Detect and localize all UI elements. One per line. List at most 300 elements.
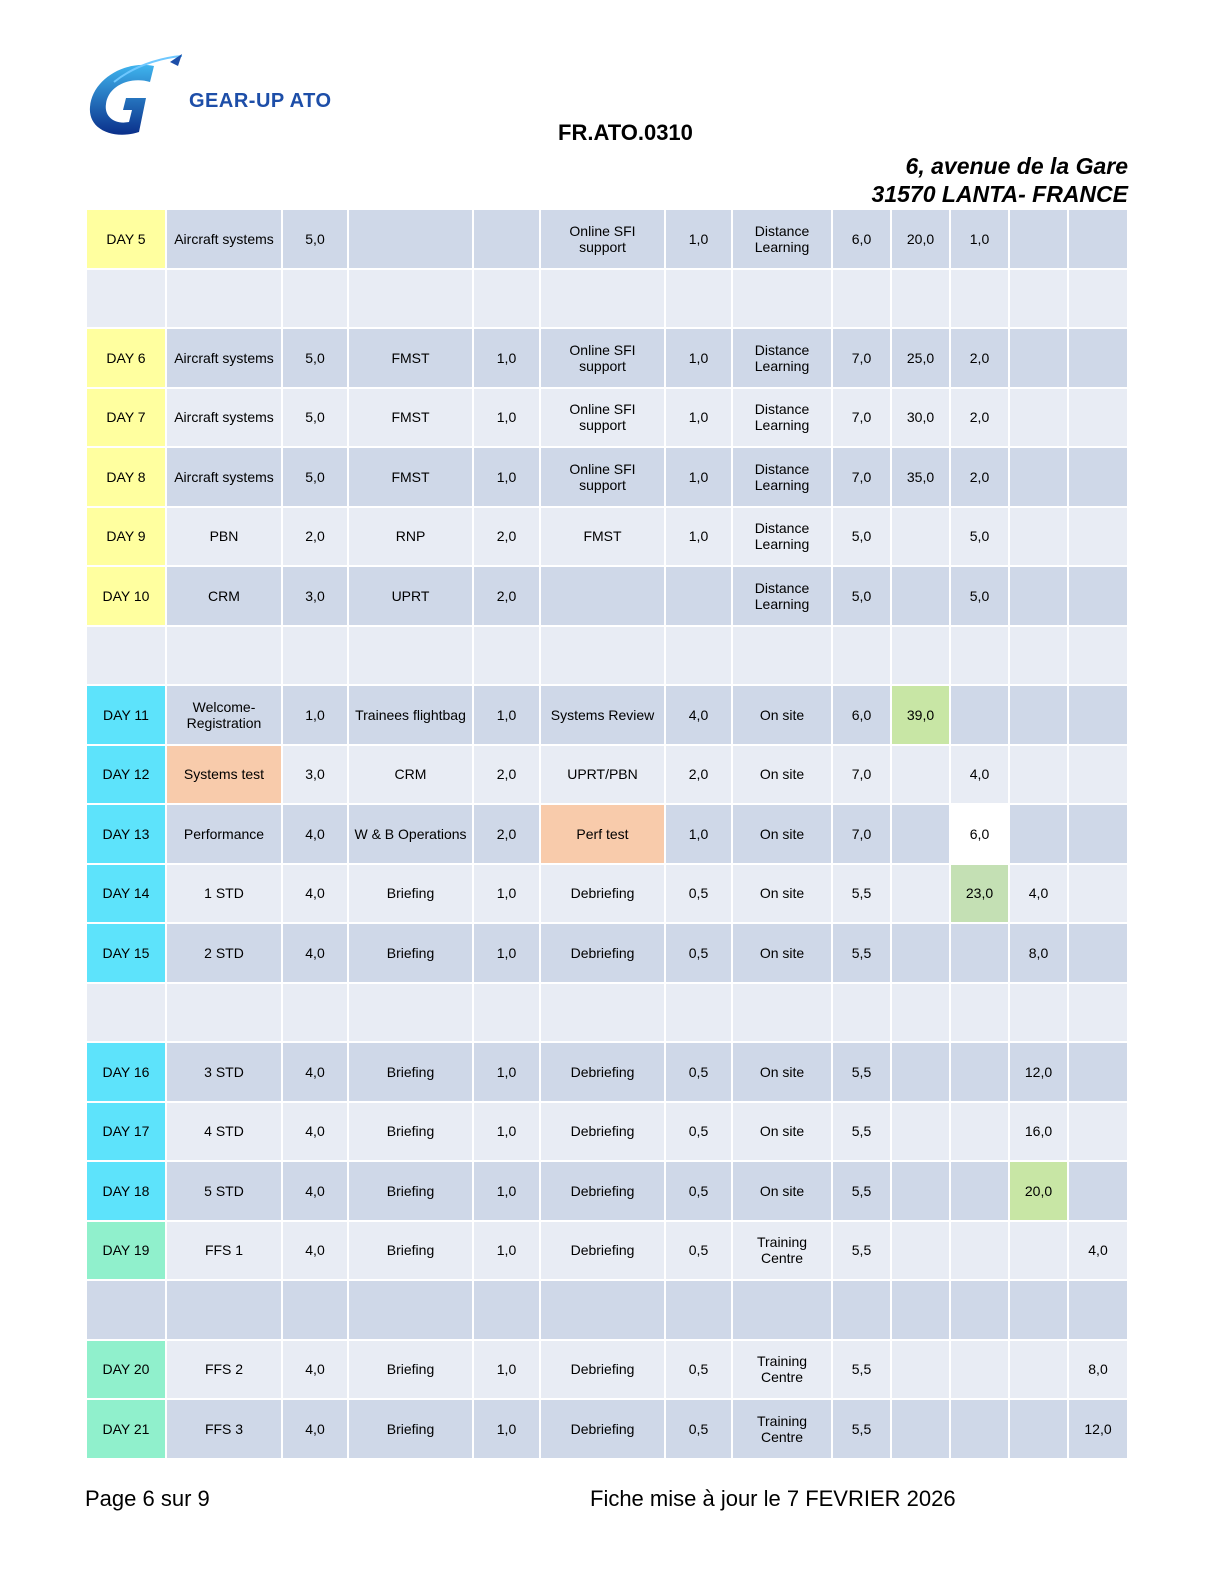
table-cell: UPRT/PBN bbox=[540, 745, 665, 805]
table-cell: 4,0 bbox=[282, 1221, 348, 1281]
table-cell: 4,0 bbox=[665, 685, 732, 745]
table-cell: Online SFI support bbox=[540, 388, 665, 448]
table-cell bbox=[540, 626, 665, 686]
table-cell: 2,0 bbox=[950, 447, 1009, 507]
table-cell: On site bbox=[732, 1102, 832, 1162]
table-cell bbox=[950, 1102, 1009, 1162]
table-cell: On site bbox=[732, 745, 832, 805]
table-cell bbox=[732, 626, 832, 686]
address-line-1: 6, avenue de la Gare bbox=[905, 153, 1128, 179]
table-cell: 5,5 bbox=[832, 1221, 891, 1281]
day-cell: DAY 5 bbox=[86, 209, 166, 269]
table-cell bbox=[473, 626, 540, 686]
table-cell: 4,0 bbox=[282, 1161, 348, 1221]
table-cell: On site bbox=[732, 864, 832, 924]
table-cell: 6,0 bbox=[832, 209, 891, 269]
gear-up-logo-icon bbox=[84, 52, 194, 142]
table-cell: 5,0 bbox=[282, 447, 348, 507]
table-cell: 2,0 bbox=[950, 388, 1009, 448]
table-cell bbox=[1068, 1102, 1128, 1162]
table-row bbox=[86, 1221, 1128, 1281]
table-cell: Systems Review bbox=[540, 685, 665, 745]
table-row bbox=[86, 1042, 1128, 1102]
table-cell: 35,0 bbox=[891, 447, 950, 507]
table-cell: 0,5 bbox=[665, 1399, 732, 1459]
table-row bbox=[86, 566, 1128, 626]
table-cell bbox=[891, 864, 950, 924]
table-cell: 1,0 bbox=[665, 804, 732, 864]
table-row bbox=[86, 864, 1128, 924]
table-cell: 1,0 bbox=[473, 388, 540, 448]
table-cell: 0,5 bbox=[665, 1102, 732, 1162]
day-cell: DAY 14 bbox=[86, 864, 166, 924]
table-cell: 0,5 bbox=[665, 1340, 732, 1400]
table-cell: 12,0 bbox=[1068, 1399, 1128, 1459]
table-cell bbox=[891, 1399, 950, 1459]
table-cell: Debriefing bbox=[540, 1042, 665, 1102]
table-cell: 7,0 bbox=[832, 447, 891, 507]
table-cell bbox=[1009, 1340, 1068, 1400]
table-cell bbox=[1068, 1161, 1128, 1221]
table-row bbox=[86, 328, 1128, 388]
table-cell: 4,0 bbox=[282, 1340, 348, 1400]
table-cell: 2,0 bbox=[473, 804, 540, 864]
table-cell bbox=[1009, 626, 1068, 686]
table-cell: On site bbox=[732, 1042, 832, 1102]
table-cell: 5,0 bbox=[282, 209, 348, 269]
table-cell: On site bbox=[732, 685, 832, 745]
table-cell: Online SFI support bbox=[540, 447, 665, 507]
day-cell bbox=[86, 1280, 166, 1340]
table-cell: Briefing bbox=[348, 864, 473, 924]
table-cell bbox=[1068, 923, 1128, 983]
day-cell: DAY 17 bbox=[86, 1102, 166, 1162]
table-cell bbox=[832, 626, 891, 686]
table-cell: Briefing bbox=[348, 923, 473, 983]
table-cell bbox=[166, 983, 282, 1043]
table-row bbox=[86, 447, 1128, 507]
table-cell: Training Centre bbox=[732, 1399, 832, 1459]
table-cell: 1,0 bbox=[473, 1042, 540, 1102]
table-cell bbox=[665, 269, 732, 329]
table-cell: 2,0 bbox=[473, 745, 540, 805]
table-cell: 0,5 bbox=[665, 1221, 732, 1281]
table-cell: FMST bbox=[348, 447, 473, 507]
update-date: Fiche mise à jour le 7 FEVRIER 2026 bbox=[590, 1486, 956, 1511]
day-cell: DAY 10 bbox=[86, 566, 166, 626]
table-cell bbox=[1009, 328, 1068, 388]
table-cell bbox=[166, 269, 282, 329]
table-cell: Debriefing bbox=[540, 923, 665, 983]
table-cell bbox=[282, 269, 348, 329]
table-cell bbox=[1068, 447, 1128, 507]
table-cell: 0,5 bbox=[665, 1161, 732, 1221]
day-cell: DAY 8 bbox=[86, 447, 166, 507]
table-cell: 6,0 bbox=[950, 804, 1009, 864]
table-cell bbox=[1068, 745, 1128, 805]
table-cell: 7,0 bbox=[832, 388, 891, 448]
table-cell: 8,0 bbox=[1009, 923, 1068, 983]
table-cell: 4,0 bbox=[1068, 1221, 1128, 1281]
table-cell: FMST bbox=[348, 388, 473, 448]
table-cell: 4,0 bbox=[282, 1102, 348, 1162]
table-cell: Aircraft systems bbox=[166, 447, 282, 507]
table-cell: Systems test bbox=[166, 745, 282, 805]
table-cell bbox=[1009, 1399, 1068, 1459]
table-cell bbox=[950, 1399, 1009, 1459]
table-cell bbox=[832, 269, 891, 329]
table-cell bbox=[891, 269, 950, 329]
table-cell: 7,0 bbox=[832, 745, 891, 805]
day-cell bbox=[86, 983, 166, 1043]
table-cell bbox=[282, 626, 348, 686]
table-cell: 6,0 bbox=[832, 685, 891, 745]
table-cell: 5,5 bbox=[832, 864, 891, 924]
table-cell bbox=[1068, 566, 1128, 626]
table-cell: 1,0 bbox=[665, 388, 732, 448]
table-cell bbox=[891, 1161, 950, 1221]
table-cell bbox=[1068, 626, 1128, 686]
table-cell bbox=[1009, 209, 1068, 269]
table-cell: On site bbox=[732, 804, 832, 864]
table-cell bbox=[1068, 983, 1128, 1043]
table-cell: 0,5 bbox=[665, 1042, 732, 1102]
table-cell: 1 STD bbox=[166, 864, 282, 924]
table-cell: Debriefing bbox=[540, 864, 665, 924]
table-cell: Distance Learning bbox=[732, 507, 832, 567]
table-cell: 2 STD bbox=[166, 923, 282, 983]
table-row bbox=[86, 1399, 1128, 1459]
table-cell bbox=[1068, 269, 1128, 329]
address-line-2: 31570 LANTA- FRANCE bbox=[871, 181, 1128, 207]
table-cell bbox=[950, 1280, 1009, 1340]
table-cell: 1,0 bbox=[473, 328, 540, 388]
table-cell: 5,0 bbox=[950, 566, 1009, 626]
table-cell: 4,0 bbox=[950, 745, 1009, 805]
table-row bbox=[86, 209, 1128, 269]
table-cell: 7,0 bbox=[832, 804, 891, 864]
day-cell: DAY 20 bbox=[86, 1340, 166, 1400]
table-cell: 1,0 bbox=[473, 1340, 540, 1400]
table-cell bbox=[473, 209, 540, 269]
table-row bbox=[86, 923, 1128, 983]
table-cell bbox=[891, 804, 950, 864]
day-cell: DAY 7 bbox=[86, 388, 166, 448]
table-cell: 1,0 bbox=[665, 447, 732, 507]
table-cell bbox=[540, 983, 665, 1043]
table-cell bbox=[1068, 328, 1128, 388]
table-cell: 3 STD bbox=[166, 1042, 282, 1102]
table-cell bbox=[540, 269, 665, 329]
table-cell: 1,0 bbox=[665, 507, 732, 567]
table-cell bbox=[950, 1161, 1009, 1221]
table-cell bbox=[950, 1042, 1009, 1102]
table-cell: FMST bbox=[348, 328, 473, 388]
table-cell bbox=[1009, 507, 1068, 567]
table-cell: FFS 2 bbox=[166, 1340, 282, 1400]
table-cell bbox=[891, 507, 950, 567]
table-cell: 2,0 bbox=[950, 328, 1009, 388]
table-cell bbox=[950, 626, 1009, 686]
table-cell bbox=[348, 209, 473, 269]
table-row bbox=[86, 1340, 1128, 1400]
table-cell: FMST bbox=[540, 507, 665, 567]
table-cell bbox=[540, 566, 665, 626]
day-cell: DAY 12 bbox=[86, 745, 166, 805]
table-cell: Debriefing bbox=[540, 1221, 665, 1281]
table-cell: Distance Learning bbox=[732, 328, 832, 388]
table-cell: 0,5 bbox=[665, 923, 732, 983]
table-cell bbox=[1068, 209, 1128, 269]
table-cell bbox=[950, 1221, 1009, 1281]
table-cell: Distance Learning bbox=[732, 209, 832, 269]
table-cell: 1,0 bbox=[473, 1221, 540, 1281]
table-cell: 5,5 bbox=[832, 1340, 891, 1400]
table-cell: 3,0 bbox=[282, 745, 348, 805]
table-cell bbox=[950, 983, 1009, 1043]
table-cell: 30,0 bbox=[891, 388, 950, 448]
table-row bbox=[86, 388, 1128, 448]
page-number: Page 6 sur 9 bbox=[85, 1486, 210, 1511]
table-cell bbox=[1068, 685, 1128, 745]
table-cell bbox=[540, 1280, 665, 1340]
table-cell: CRM bbox=[166, 566, 282, 626]
day-cell: DAY 21 bbox=[86, 1399, 166, 1459]
day-cell: DAY 9 bbox=[86, 507, 166, 567]
table-cell bbox=[282, 1280, 348, 1340]
table-cell bbox=[665, 1280, 732, 1340]
table-cell bbox=[891, 1102, 950, 1162]
logo-text: GEAR-UP ATO bbox=[189, 90, 332, 112]
table-cell: Debriefing bbox=[540, 1340, 665, 1400]
table-cell bbox=[732, 983, 832, 1043]
table-cell bbox=[891, 1280, 950, 1340]
table-cell: 4 STD bbox=[166, 1102, 282, 1162]
day-cell: DAY 15 bbox=[86, 923, 166, 983]
table-cell bbox=[891, 1042, 950, 1102]
table-cell bbox=[891, 1340, 950, 1400]
table-cell: Briefing bbox=[348, 1221, 473, 1281]
table-cell: 2,0 bbox=[473, 566, 540, 626]
table-cell: On site bbox=[732, 1161, 832, 1221]
table-cell: Briefing bbox=[348, 1399, 473, 1459]
table-cell: Debriefing bbox=[540, 1102, 665, 1162]
table-cell: Briefing bbox=[348, 1161, 473, 1221]
table-cell: Distance Learning bbox=[732, 566, 832, 626]
table-cell: 8,0 bbox=[1068, 1340, 1128, 1400]
table-cell: 25,0 bbox=[891, 328, 950, 388]
table-cell bbox=[1068, 507, 1128, 567]
table-cell bbox=[1068, 1042, 1128, 1102]
table-cell: 4,0 bbox=[282, 1042, 348, 1102]
day-cell: DAY 13 bbox=[86, 804, 166, 864]
table-cell bbox=[1009, 447, 1068, 507]
table-cell bbox=[473, 1280, 540, 1340]
table-cell: 5,0 bbox=[832, 566, 891, 626]
day-cell: DAY 11 bbox=[86, 685, 166, 745]
table-cell: W & B Operations bbox=[348, 804, 473, 864]
table-cell: 5,0 bbox=[282, 328, 348, 388]
table-cell bbox=[348, 269, 473, 329]
table-spacer-row bbox=[86, 626, 1128, 686]
table-row bbox=[86, 804, 1128, 864]
table-cell: 12,0 bbox=[1009, 1042, 1068, 1102]
table-cell: 1,0 bbox=[473, 685, 540, 745]
table-cell: 2,0 bbox=[282, 507, 348, 567]
table-cell bbox=[1009, 804, 1068, 864]
table-cell: Aircraft systems bbox=[166, 388, 282, 448]
table-cell bbox=[166, 1280, 282, 1340]
table-cell: 5,0 bbox=[832, 507, 891, 567]
table-cell bbox=[950, 685, 1009, 745]
table-cell: 16,0 bbox=[1009, 1102, 1068, 1162]
day-cell: DAY 19 bbox=[86, 1221, 166, 1281]
table-cell: On site bbox=[732, 923, 832, 983]
table-spacer-row bbox=[86, 1280, 1128, 1340]
table-cell: 1,0 bbox=[473, 447, 540, 507]
table-cell bbox=[1009, 1221, 1068, 1281]
table-cell bbox=[348, 983, 473, 1043]
table-cell: 0,5 bbox=[665, 864, 732, 924]
table-cell bbox=[1009, 745, 1068, 805]
table-cell bbox=[665, 626, 732, 686]
table-row bbox=[86, 685, 1128, 745]
day-cell: DAY 6 bbox=[86, 328, 166, 388]
table-cell: Briefing bbox=[348, 1042, 473, 1102]
table-cell: 5,5 bbox=[832, 923, 891, 983]
table-cell: CRM bbox=[348, 745, 473, 805]
table-cell: Debriefing bbox=[540, 1161, 665, 1221]
table-cell: Performance bbox=[166, 804, 282, 864]
table-cell: 4,0 bbox=[282, 923, 348, 983]
table-cell bbox=[473, 269, 540, 329]
table-cell: 1,0 bbox=[950, 209, 1009, 269]
table-cell bbox=[1068, 804, 1128, 864]
schedule-table bbox=[85, 208, 1129, 1460]
table-cell: Aircraft systems bbox=[166, 328, 282, 388]
table-cell: Briefing bbox=[348, 1102, 473, 1162]
table-cell: 1,0 bbox=[665, 328, 732, 388]
table-cell bbox=[891, 566, 950, 626]
table-cell bbox=[1009, 566, 1068, 626]
table-row bbox=[86, 745, 1128, 805]
table-cell bbox=[473, 983, 540, 1043]
table-cell: 1,0 bbox=[473, 1102, 540, 1162]
table-cell bbox=[665, 983, 732, 1043]
table-cell bbox=[1009, 685, 1068, 745]
day-cell: DAY 16 bbox=[86, 1042, 166, 1102]
table-cell bbox=[891, 626, 950, 686]
table-cell bbox=[732, 269, 832, 329]
table-cell bbox=[950, 923, 1009, 983]
table-cell: 4,0 bbox=[282, 864, 348, 924]
table-cell: Training Centre bbox=[732, 1340, 832, 1400]
table-cell: UPRT bbox=[348, 566, 473, 626]
table-cell bbox=[891, 745, 950, 805]
table-cell bbox=[282, 983, 348, 1043]
table-cell: Online SFI support bbox=[540, 209, 665, 269]
table-cell bbox=[348, 1280, 473, 1340]
table-cell bbox=[1068, 1280, 1128, 1340]
table-cell: 5 STD bbox=[166, 1161, 282, 1221]
table-cell bbox=[1009, 269, 1068, 329]
table-cell: Trainees flightbag bbox=[348, 685, 473, 745]
table-cell: 5,5 bbox=[832, 1102, 891, 1162]
table-cell: 1,0 bbox=[473, 1399, 540, 1459]
table-cell bbox=[348, 626, 473, 686]
table-spacer-row bbox=[86, 269, 1128, 329]
table-cell: 2,0 bbox=[473, 507, 540, 567]
table-cell: 23,0 bbox=[950, 864, 1009, 924]
table-cell: PBN bbox=[166, 507, 282, 567]
table-cell bbox=[1068, 388, 1128, 448]
table-cell bbox=[1009, 388, 1068, 448]
table-cell: 5,0 bbox=[282, 388, 348, 448]
table-cell: RNP bbox=[348, 507, 473, 567]
table-cell: 2,0 bbox=[665, 745, 732, 805]
table-cell: Training Centre bbox=[732, 1221, 832, 1281]
table-cell bbox=[1068, 864, 1128, 924]
table-cell: 1,0 bbox=[473, 864, 540, 924]
table-cell: 7,0 bbox=[832, 328, 891, 388]
table-cell: 4,0 bbox=[1009, 864, 1068, 924]
table-cell: Distance Learning bbox=[732, 388, 832, 448]
table-cell bbox=[832, 983, 891, 1043]
table-cell bbox=[732, 1280, 832, 1340]
table-cell: Online SFI support bbox=[540, 328, 665, 388]
table-cell: Debriefing bbox=[540, 1399, 665, 1459]
table-cell bbox=[891, 923, 950, 983]
table-cell bbox=[665, 566, 732, 626]
table-spacer-row bbox=[86, 983, 1128, 1043]
table-cell: 1,0 bbox=[282, 685, 348, 745]
address bbox=[872, 152, 1128, 208]
table-cell: 20,0 bbox=[1009, 1161, 1068, 1221]
table-row bbox=[86, 507, 1128, 567]
table-cell bbox=[1009, 1280, 1068, 1340]
table-cell: 4,0 bbox=[282, 804, 348, 864]
table-cell: 3,0 bbox=[282, 566, 348, 626]
table-row bbox=[86, 1102, 1128, 1162]
day-cell bbox=[86, 269, 166, 329]
table-cell: 5,5 bbox=[832, 1399, 891, 1459]
table-cell bbox=[950, 269, 1009, 329]
table-cell: 5,5 bbox=[832, 1042, 891, 1102]
table-cell bbox=[891, 983, 950, 1043]
table-cell: FFS 1 bbox=[166, 1221, 282, 1281]
company-logo bbox=[84, 52, 354, 142]
table-cell: Aircraft systems bbox=[166, 209, 282, 269]
day-cell: DAY 18 bbox=[86, 1161, 166, 1221]
table-cell: 1,0 bbox=[473, 923, 540, 983]
table-cell: 4,0 bbox=[282, 1399, 348, 1459]
document-reference: FR.ATO.0310 bbox=[558, 120, 693, 145]
table-cell: 5,5 bbox=[832, 1161, 891, 1221]
table-cell: 5,0 bbox=[950, 507, 1009, 567]
table-cell: Briefing bbox=[348, 1340, 473, 1400]
table-cell bbox=[1009, 983, 1068, 1043]
table-cell bbox=[832, 1280, 891, 1340]
table-row bbox=[86, 1161, 1128, 1221]
table-cell: Distance Learning bbox=[732, 447, 832, 507]
table-cell: 39,0 bbox=[891, 685, 950, 745]
table-cell bbox=[166, 626, 282, 686]
table-cell: FFS 3 bbox=[166, 1399, 282, 1459]
table-cell: 20,0 bbox=[891, 209, 950, 269]
table-cell: 1,0 bbox=[665, 209, 732, 269]
table-cell: 1,0 bbox=[473, 1161, 540, 1221]
table-cell: Welcome-Registration bbox=[166, 685, 282, 745]
